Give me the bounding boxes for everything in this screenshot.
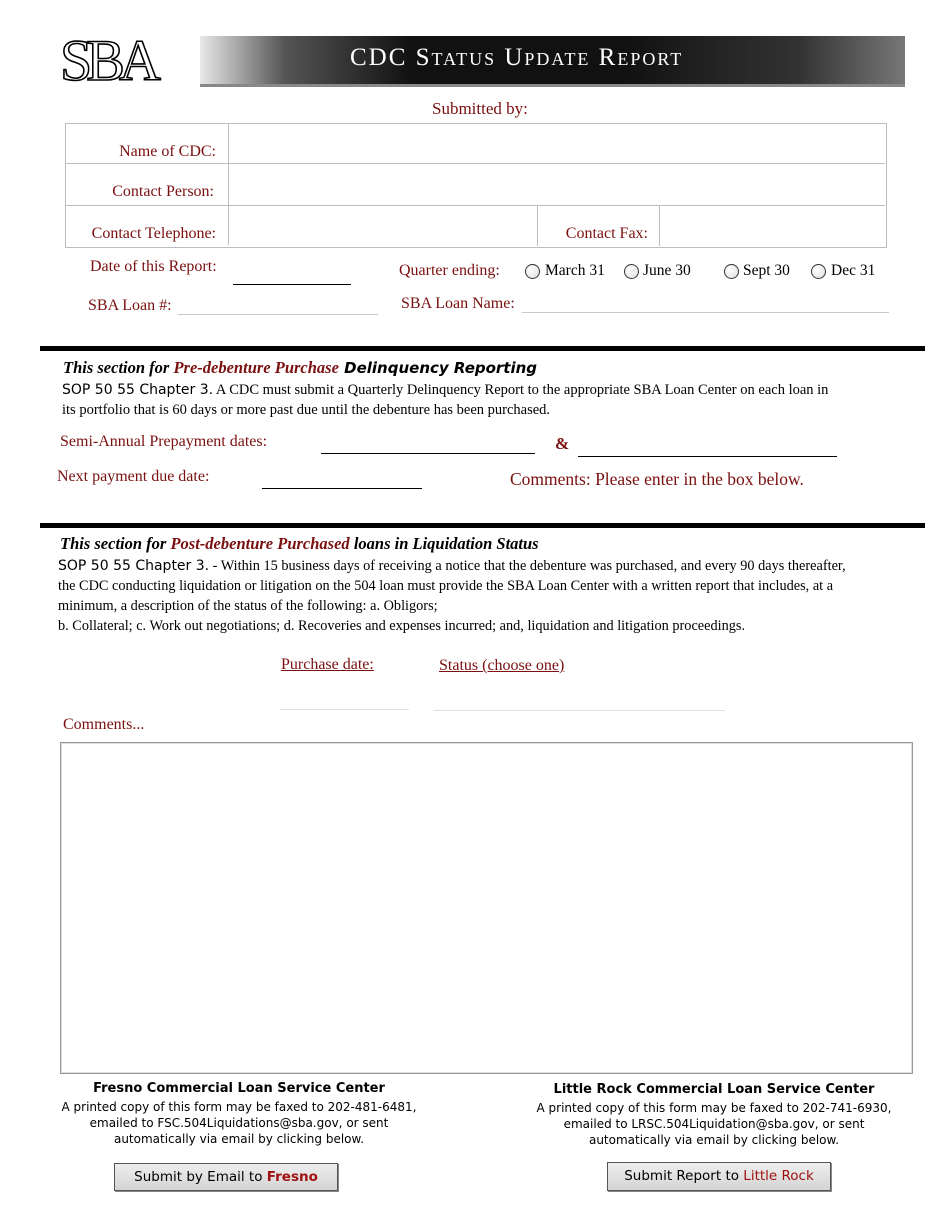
fresno-instruction-line: automatically via email by clicking below.	[113, 1132, 365, 1146]
quarter-option-label: Sept 30	[743, 262, 790, 279]
pre-debenture-section-title	[63, 358, 537, 378]
next-payment-due-label: Next payment due date:	[57, 468, 210, 485]
radio-june-30[interactable]	[624, 264, 639, 279]
submitted-by-heading: Submitted by:	[432, 99, 528, 118]
section-title-suffix: loans in Liquidation Status	[349, 534, 539, 553]
post-debenture-section-title	[60, 534, 539, 554]
table-vertical-divider	[537, 206, 538, 246]
prepayment-date-2-field[interactable]	[578, 436, 837, 457]
prepayment-dates-label: Semi-Annual Prepayment dates:	[60, 433, 268, 450]
section-title-highlight: Pre-debenture Purchase	[173, 358, 339, 377]
date-of-report-label: Date of this Report:	[90, 258, 217, 275]
contact-fax-label: Contact Fax:	[565, 225, 648, 242]
sba-loan-number-label: SBA Loan #:	[88, 297, 172, 314]
table-vertical-divider	[228, 124, 229, 245]
description-line: - Within 15 business days of receiving a notice that the debenture was purchased, and every 90 days thereafter,	[209, 558, 846, 574]
submit-little-rock-button[interactable]	[607, 1162, 831, 1191]
table-vertical-divider	[659, 206, 660, 246]
description-line: the CDC conducting liquidation or litigation on the 504 loan must provide the SBA Loan Center with a written report that includes, at a	[58, 578, 834, 594]
table-row-divider	[66, 205, 885, 206]
fresno-instruction-line: emailed to FSC.504Liquidations@sba.gov, or sent	[89, 1116, 389, 1130]
date-of-report-field[interactable]	[233, 264, 351, 285]
section-title-suffix: Delinquency Reporting	[338, 359, 538, 377]
fresno-instruction-line: A printed copy of this form may be faxed to 202-481-6481,	[61, 1100, 417, 1114]
comments-instructions: Comments: Please enter in the box below.	[510, 469, 804, 489]
description-line: its portfolio that is 60 days or more past due until the debenture has been purchased.	[62, 402, 551, 418]
description-line: A CDC must submit a Quarterly Delinquency Report to the appropriate SBA Loan Center on each loan in	[213, 382, 829, 398]
contact-telephone-label: Contact Telephone:	[91, 225, 216, 242]
name-of-cdc-label: Name of CDC:	[119, 143, 216, 160]
submit-fresno-button[interactable]	[114, 1163, 338, 1191]
radio-march-31[interactable]	[525, 264, 540, 279]
sop-reference: SOP 50 55 Chapter 3.	[58, 558, 210, 574]
pre-debenture-description	[62, 380, 922, 420]
button-label-highlight: Little Rock	[743, 1168, 814, 1184]
little-rock-instruction-line: A printed copy of this form may be faxed to 202-741-6930,	[536, 1101, 892, 1115]
name-of-cdc-field[interactable]	[230, 125, 884, 162]
status-label: Status (choose one)	[439, 657, 565, 674]
prepayment-date-1-field[interactable]	[321, 433, 535, 454]
comments-textarea[interactable]	[60, 742, 913, 1074]
comments-label: Comments...	[63, 716, 145, 733]
fresno-center-title: Fresno Commercial Loan Service Center	[93, 1081, 385, 1096]
quarter-option-label: June 30	[643, 262, 691, 279]
purchase-date-field[interactable]	[280, 688, 409, 710]
fresno-instructions	[40, 1099, 438, 1147]
quarter-option-label: Dec 31	[831, 262, 876, 279]
sba-logo-text: SBA	[60, 28, 155, 93]
description-line: b. Collateral; c. Work out negotiations; d. Recoveries and expenses incurred; and, liquidation and litigation proceedings.	[58, 618, 746, 634]
button-label: Submit Report to	[624, 1168, 744, 1184]
table-row-divider	[66, 163, 885, 164]
contact-telephone-field[interactable]	[230, 207, 536, 245]
quarter-option-label: March 31	[545, 262, 605, 279]
button-label: Submit by Email to	[134, 1169, 267, 1185]
section-title-prefix: This section for	[63, 358, 174, 377]
little-rock-instruction-line: emailed to LRSC.504Liquidation@sba.gov, or sent	[563, 1117, 865, 1131]
radio-dec-31[interactable]	[811, 264, 826, 279]
sba-loan-name-label: SBA Loan Name:	[401, 295, 515, 312]
button-label-highlight: Fresno	[266, 1169, 318, 1185]
section-title-prefix: This section for	[60, 534, 171, 553]
little-rock-instructions	[514, 1100, 914, 1148]
post-debenture-description	[58, 556, 938, 636]
little-rock-instruction-line: automatically via email by clicking below.	[588, 1133, 840, 1147]
sop-reference: SOP 50 55 Chapter 3.	[62, 382, 214, 398]
sba-logo	[60, 28, 210, 93]
section-divider	[40, 523, 925, 528]
description-line: minimum, a description of the status of the following: a. Obligors;	[58, 598, 438, 614]
status-select[interactable]	[434, 688, 725, 711]
radio-sept-30[interactable]	[724, 264, 739, 279]
quarter-ending-label: Quarter ending:	[399, 262, 500, 279]
section-divider	[40, 346, 925, 351]
purchase-date-label: Purchase date:	[281, 656, 374, 673]
sba-loan-name-field[interactable]	[522, 293, 889, 313]
contact-person-field[interactable]	[230, 165, 884, 204]
section-title-highlight: Post-debenture Purchased	[170, 534, 350, 553]
sba-loan-number-field[interactable]	[178, 295, 378, 315]
little-rock-center-title: Little Rock Commercial Loan Service Center	[553, 1082, 875, 1097]
contact-fax-field[interactable]	[661, 207, 884, 245]
contact-person-label: Contact Person:	[112, 183, 214, 200]
next-payment-due-field[interactable]	[262, 467, 422, 489]
ampersand: &	[555, 434, 570, 453]
page-title: CDC Status Update Report	[350, 44, 684, 71]
